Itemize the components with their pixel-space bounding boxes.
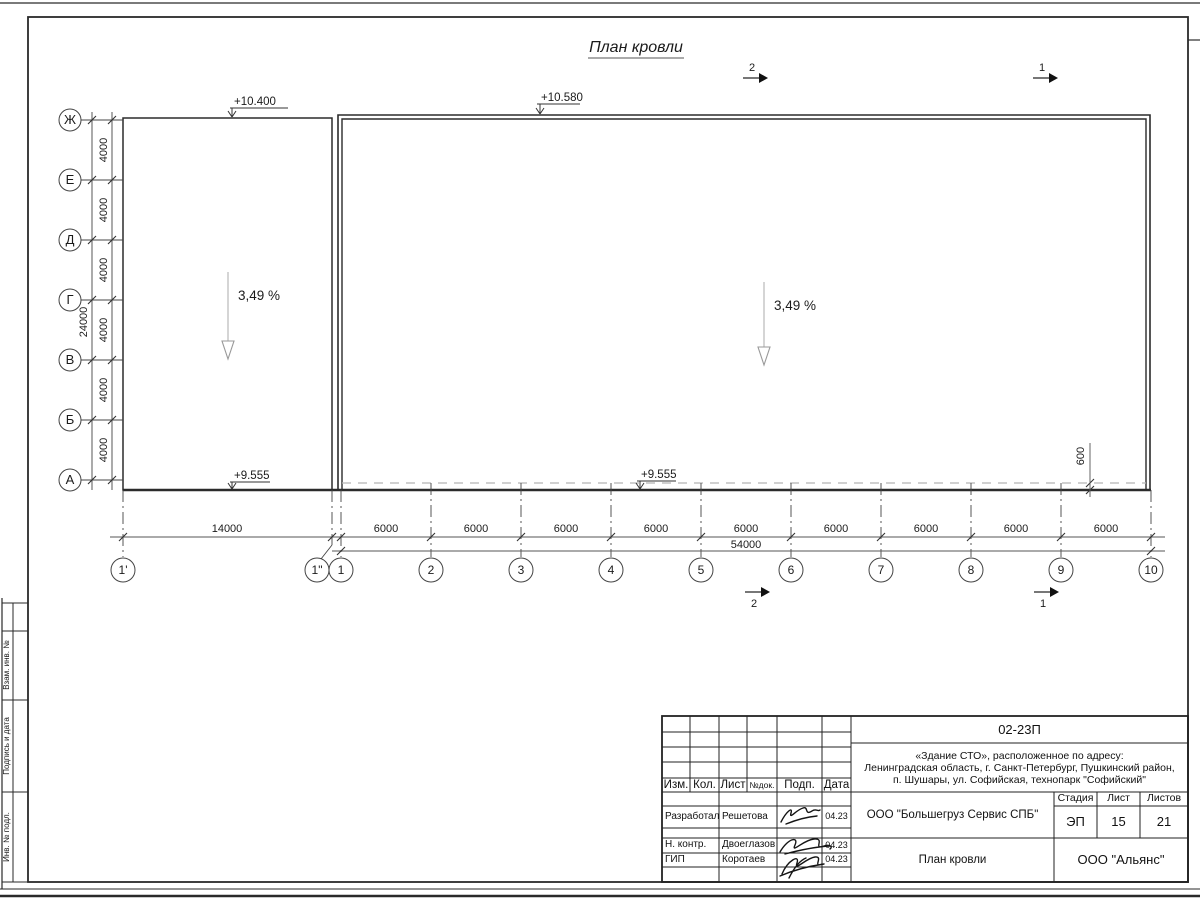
right-roof-block-outer	[338, 115, 1150, 490]
col-axis-1sec-leader	[321, 545, 332, 559]
col-axis-label: 9	[1057, 563, 1065, 577]
slope-label-left: 3,49 %	[238, 288, 281, 303]
col-axis-label: 7	[877, 563, 885, 577]
elevation-bottom-left: +9.555	[234, 470, 270, 482]
plan-title	[588, 39, 684, 58]
title-block-code: 02-23П	[998, 722, 1041, 738]
section-number: 1	[1039, 598, 1047, 610]
row-axis-label: Ж	[63, 112, 77, 127]
row-dim: 4000	[98, 437, 110, 463]
row-axes	[81, 112, 123, 490]
row-axis-label: Г	[66, 292, 74, 307]
side-label-inv: Инв. № подл.	[2, 812, 11, 862]
elevation-bottom-right: +9.555	[641, 469, 677, 481]
sheets-total: 21	[1156, 814, 1172, 830]
col-axis-label: 10	[1144, 563, 1158, 577]
row-role-ncontr: Н. контр.	[665, 839, 707, 851]
header-ndok: №док.	[749, 779, 775, 790]
col-dim: 6000	[823, 523, 849, 535]
col-axis-circles	[111, 558, 1163, 582]
header-data: Дата	[823, 778, 850, 791]
offset-dim-label: 600	[1075, 446, 1087, 466]
col-dim: 6000	[1093, 523, 1119, 535]
section-mark-top-2	[743, 62, 768, 83]
row-dim: 4000	[98, 317, 110, 343]
section-mark-bottom-2	[745, 587, 770, 610]
col-axis-label: 6	[787, 563, 795, 577]
section-number: 1	[1038, 62, 1046, 74]
section-number: 2	[750, 598, 758, 610]
row-name-ncontr: Двоеглазов	[722, 839, 776, 851]
address-line-1: «Здание СТО», расположенное по адресу:	[915, 749, 1124, 762]
elevation-labels	[234, 92, 677, 482]
stage-value: ЭП	[1066, 814, 1085, 830]
dim-14000: 14000	[211, 523, 243, 535]
header-kol: Кол.	[693, 778, 716, 791]
col-dim: 6000	[1003, 523, 1029, 535]
col-total-dim: 54000	[730, 539, 762, 551]
row-date-gip: 04.23	[825, 854, 848, 865]
slope-arrowhead	[758, 347, 770, 365]
signature-reshetova	[781, 808, 820, 824]
col-dim: 6000	[643, 523, 669, 535]
row-date-developer: 04.23	[825, 811, 848, 822]
col-axis-label: 5	[697, 563, 705, 577]
col-axis-label: 1'	[118, 563, 128, 577]
slope-label-right: 3,49 %	[774, 298, 817, 313]
title-block-company: ООО "Большегруз Сервис СПБ"	[866, 808, 1039, 821]
plan-title-text: План кровли	[589, 39, 683, 56]
row-axis-label: Е	[65, 172, 75, 187]
row-dim: 4000	[98, 257, 110, 283]
col-dim: 6000	[463, 523, 489, 535]
row-role-gip: ГИП	[665, 853, 685, 865]
right-roof-block-inner	[342, 119, 1146, 490]
address-line-3: п. Шушары, ул. Софийская, технопарк "Софийский"	[893, 773, 1146, 786]
sheet-label: Лист	[1107, 792, 1130, 805]
side-label-vzam: Взам. инв. №	[2, 640, 11, 690]
row-dim: 4000	[98, 137, 110, 163]
slope-arrow-right	[758, 282, 816, 365]
col-axis-label: 3	[517, 563, 525, 577]
col-axis-label: 2	[427, 563, 435, 577]
section-number: 2	[748, 62, 756, 74]
row-dim: 4000	[98, 377, 110, 403]
slope-arrowhead	[222, 341, 234, 359]
title-block-address	[851, 743, 1188, 792]
title-block-org: ООО "Альянс"	[1077, 852, 1165, 868]
row-date-ncontr: 04.23	[825, 839, 848, 850]
frame-side-labels	[2, 640, 11, 862]
row-name-gip: Коротаев	[722, 853, 766, 865]
bottom-dim-lines	[110, 537, 1165, 551]
row-dim: 4000	[98, 197, 110, 223]
col-axis-label: 4	[607, 563, 615, 577]
row-axis-label: Д	[65, 232, 75, 247]
row-axis-label: А	[65, 472, 75, 487]
section-mark-top-1	[1033, 62, 1058, 83]
col-dim: 6000	[733, 523, 759, 535]
elevation-marks	[228, 104, 676, 489]
header-podp: Подп.	[784, 778, 815, 791]
col-dim: 6000	[913, 523, 939, 535]
slope-arrow-left	[222, 272, 280, 359]
section-mark-bottom-1	[1034, 587, 1059, 610]
row-total-dim: 24000	[78, 306, 90, 338]
sheets-label: Листов	[1146, 792, 1182, 805]
row-axis-label: Б	[65, 412, 75, 427]
col-axis-label: 1"	[311, 563, 323, 577]
col-axis-lines	[123, 483, 1151, 557]
title-block-doc-title: План кровли	[918, 853, 987, 866]
col-axis-labels	[119, 563, 1158, 577]
col-dim: 6000	[373, 523, 399, 535]
row-role-developer: Разработал	[665, 810, 720, 822]
header-list: Лист	[720, 778, 746, 791]
header-izm: Изм.	[663, 778, 689, 791]
stage-label: Стадия	[1057, 792, 1094, 805]
side-label-podpis: Подпись и дата	[2, 717, 11, 775]
col-dim: 6000	[553, 523, 579, 535]
address-line-2: Ленинградская область, г. Санкт-Петербург, Пушкинский район,	[864, 761, 1175, 774]
elevation-top-left: +10.400	[234, 96, 276, 108]
row-name-developer: Решетова	[722, 810, 768, 822]
col-axis-label: 8	[967, 563, 975, 577]
sheet-number: 15	[1111, 814, 1126, 830]
col-axis-label: 1	[337, 563, 345, 577]
row-axis-label: В	[65, 352, 75, 367]
elevation-top-right: +10.580	[541, 92, 583, 104]
